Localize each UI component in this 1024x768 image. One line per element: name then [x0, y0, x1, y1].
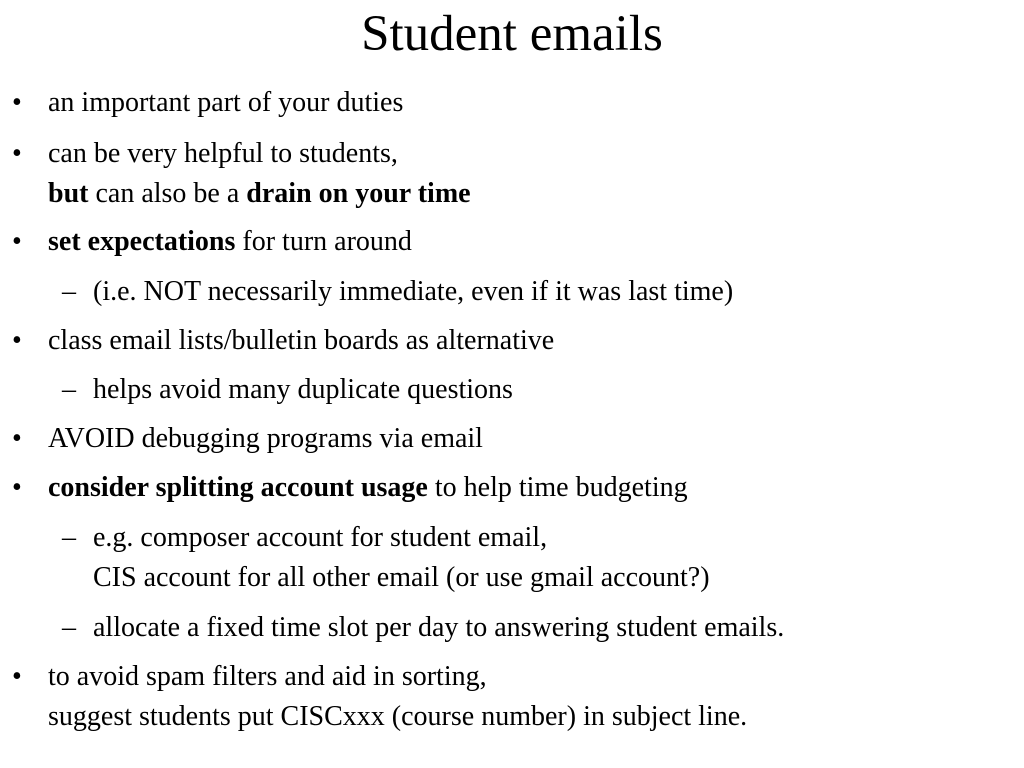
dash-marker: –	[62, 522, 76, 553]
bullet-marker: •	[12, 325, 22, 356]
text-run: to help time budgeting	[427, 472, 688, 503]
text-run: to avoid spam filters and aid in sorting,	[48, 661, 487, 692]
bullet-marker: •	[12, 138, 22, 169]
dash-marker: –	[62, 612, 76, 643]
sub-bullet-item	[93, 374, 513, 406]
bullet-marker: •	[12, 87, 22, 118]
text-run: can be very helpful to students,	[48, 138, 398, 169]
dash-marker: –	[62, 276, 76, 307]
sub-bullet-item	[93, 276, 733, 308]
text-run: drain on your time	[246, 178, 471, 209]
text-run: class email lists/bulletin boards as alternative	[48, 325, 555, 356]
text-run: allocate a fixed time slot per day to answering student emails.	[93, 612, 785, 643]
text-run: can also be a	[88, 178, 247, 209]
text-run: an important part of your duties	[48, 87, 404, 118]
bullet-item-continuation	[48, 178, 471, 210]
dash-marker: –	[62, 374, 76, 405]
bullet-item	[48, 423, 483, 455]
text-run: for turn around	[235, 226, 412, 257]
bullet-item	[48, 661, 487, 693]
bullet-item-continuation	[93, 562, 710, 594]
text-run: AVOID debugging programs via email	[48, 423, 483, 454]
bullet-marker: •	[12, 423, 22, 454]
sub-bullet-item	[93, 612, 784, 644]
text-run: (i.e. NOT necessarily immediate, even if it was last time)	[93, 276, 734, 307]
slide-title: Student emails	[361, 6, 663, 62]
sub-bullet-item	[93, 522, 547, 554]
bullet-item-continuation	[48, 701, 747, 733]
bullet-item	[48, 472, 688, 504]
bullet-item	[48, 325, 554, 357]
text-run: consider splitting account usage	[48, 472, 428, 503]
text-run: but	[48, 178, 89, 209]
bullet-item	[48, 87, 403, 119]
text-run: CIS account for all other email (or use gmail account?)	[93, 562, 710, 593]
bullet-marker: •	[12, 661, 22, 692]
bullet-marker: •	[12, 226, 22, 257]
text-run: e.g. composer account for student email,	[93, 522, 548, 553]
text-run: helps avoid many duplicate questions	[93, 374, 513, 405]
bullet-item	[48, 226, 412, 258]
text-run: suggest students put CISCxxx (course number) in subject line.	[48, 701, 748, 732]
text-run: set expectations	[48, 226, 236, 257]
bullet-item	[48, 138, 398, 170]
bullet-marker: •	[12, 472, 22, 503]
